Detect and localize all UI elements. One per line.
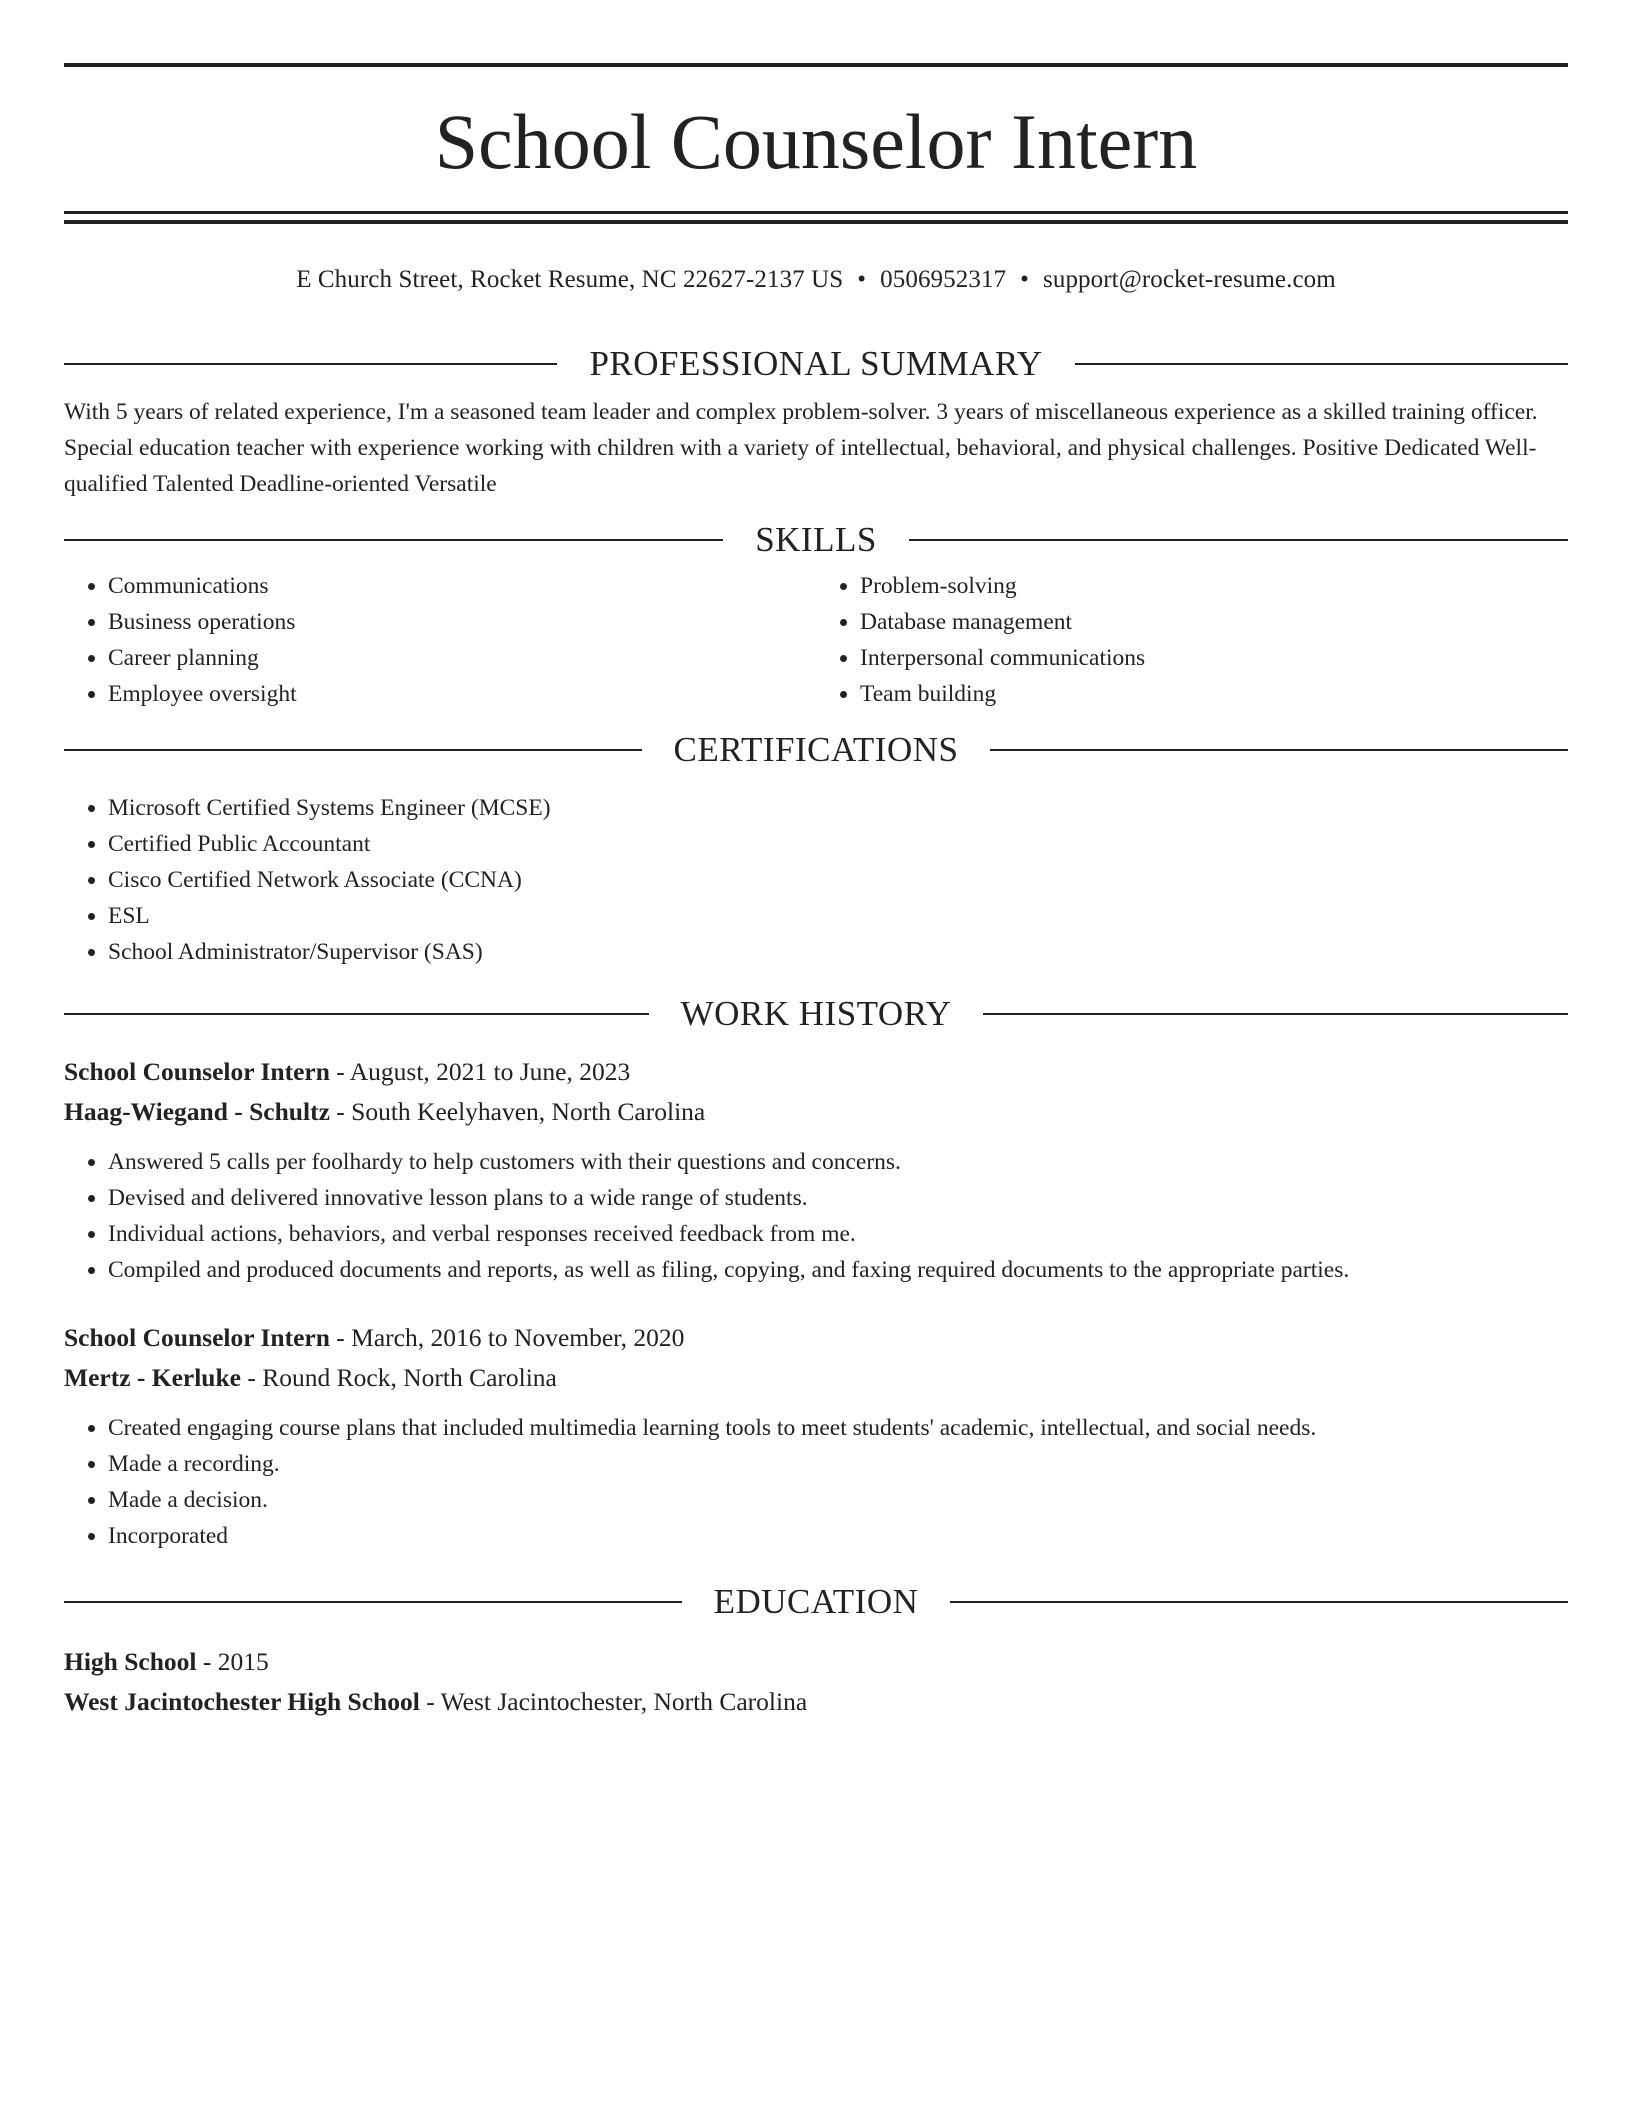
section-rule-left [64, 1601, 682, 1603]
skills-section-header [64, 520, 1568, 560]
contact-line [64, 260, 1568, 300]
certification-item: • School Administrator/Supervisor (SAS) [108, 934, 1568, 970]
section-rule-left [64, 363, 557, 365]
certification-item: • Certified Public Accountant [108, 826, 1568, 862]
job-duty-item: • Incorporated [108, 1518, 1568, 1554]
skill-item: • Interpersonal communications [860, 640, 1568, 676]
education-school-line [64, 1682, 1568, 1722]
job-dates: - August, 2021 to June, 2023 [329, 1057, 631, 1086]
education-section-header [64, 1582, 1568, 1622]
skill-item: • Communications [108, 568, 816, 604]
skills-column-left [64, 568, 816, 712]
skill-item: • Employee oversight [108, 676, 816, 712]
job-title-line [64, 1318, 1568, 1358]
skills-list [64, 568, 1568, 712]
skill-item: • Database management [860, 604, 1568, 640]
section-rule-right [990, 749, 1568, 751]
job-duties [64, 1144, 1568, 1288]
skill-item: • Problem-solving [860, 568, 1568, 604]
job-duty-item: • Made a decision. [108, 1482, 1568, 1518]
job-duty-item: • Made a recording. [108, 1446, 1568, 1482]
job-duty-item: • Compiled and produced documents and reports, as well as filing, copying, and faxing required documents to the appropriate parties. [108, 1252, 1568, 1288]
skills-column-right [816, 568, 1568, 712]
education-entry [64, 1642, 1568, 1722]
education-year: - 2015 [196, 1647, 269, 1676]
certification-item: • Cisco Certified Network Associate (CCNA) [108, 862, 1568, 898]
section-rule-right [983, 1013, 1568, 1015]
section-rule-right [909, 539, 1568, 541]
contact-separator: • [857, 266, 867, 293]
job-title: School Counselor Intern [64, 1057, 330, 1086]
contact-separator: • [1020, 266, 1030, 293]
job-entry [64, 1052, 1568, 1288]
education-heading: EDUCATION [713, 1582, 919, 1621]
job-employer: Mertz - Kerluke [64, 1363, 241, 1392]
contact-email: support@rocket-resume.com [1043, 266, 1336, 293]
education-degree: High School [64, 1647, 197, 1676]
skills-heading: SKILLS [755, 520, 877, 559]
skill-item: • Business operations [108, 604, 816, 640]
section-rule-left [64, 749, 642, 751]
job-employer-line [64, 1092, 1568, 1132]
job-duty-item: • Created engaging course plans that included multimedia learning tools to meet students' academic, intellectual, and social needs. [108, 1410, 1568, 1446]
job-dates: - March, 2016 to November, 2020 [329, 1323, 685, 1352]
job-employer: Haag-Wiegand - Schultz [64, 1097, 330, 1126]
certification-item: • ESL [108, 898, 1568, 934]
section-rule-left [64, 1013, 649, 1015]
certifications-section-header [64, 730, 1568, 770]
job-duty-item: • Answered 5 calls per foolhardy to help customers with their questions and concerns. [108, 1144, 1568, 1180]
education-location: - West Jacintochester, North Carolina [419, 1687, 808, 1716]
certifications-list [64, 790, 1568, 970]
certifications-heading: CERTIFICATIONS [673, 730, 959, 769]
job-duties [64, 1410, 1568, 1554]
education-degree-line [64, 1642, 1568, 1682]
job-location: - Round Rock, North Carolina [241, 1363, 557, 1392]
top-rule [64, 63, 1568, 67]
skill-item: • Team building [860, 676, 1568, 712]
summary-text: With 5 years of related experience, I'm a seasoned team leader and complex problem-solver. 3 years of miscellaneous experience as a skilled training officer. Special education teacher with experience working with children with a variety of intellectual, behavioral, and physical challenges. Positive Dedicated Well-qualified Talented Deadline-oriented Versatile [64, 399, 1538, 497]
job-title: School Counselor Intern [64, 1323, 330, 1352]
contact-address: E Church Street, Rocket Resume, NC 22627-2137 US [296, 266, 844, 293]
work-history-section-header [64, 994, 1568, 1034]
summary-heading: PROFESSIONAL SUMMARY [589, 344, 1043, 383]
work-history-heading: WORK HISTORY [680, 994, 952, 1033]
section-rule-left [64, 539, 723, 541]
section-rule-right [1075, 363, 1568, 365]
job-entry [64, 1318, 1568, 1554]
job-employer-line [64, 1358, 1568, 1398]
title-double-rule [64, 211, 1568, 224]
job-duty-item: • Devised and delivered innovative lesson plans to a wide range of students. [108, 1180, 1568, 1216]
certification-item: • Microsoft Certified Systems Engineer (MCSE) [108, 790, 1568, 826]
contact-phone: 0506952317 [880, 266, 1007, 293]
skill-item: • Career planning [108, 640, 816, 676]
job-title-line [64, 1052, 1568, 1092]
summary-section-header [64, 344, 1568, 384]
section-rule-right [950, 1601, 1568, 1603]
resume-title: School Counselor Intern [434, 98, 1198, 185]
job-duty-item: • Individual actions, behaviors, and verbal responses received feedback from me. [108, 1216, 1568, 1252]
education-school: West Jacintochester High School [64, 1687, 420, 1716]
job-location: - South Keelyhaven, North Carolina [329, 1097, 706, 1126]
